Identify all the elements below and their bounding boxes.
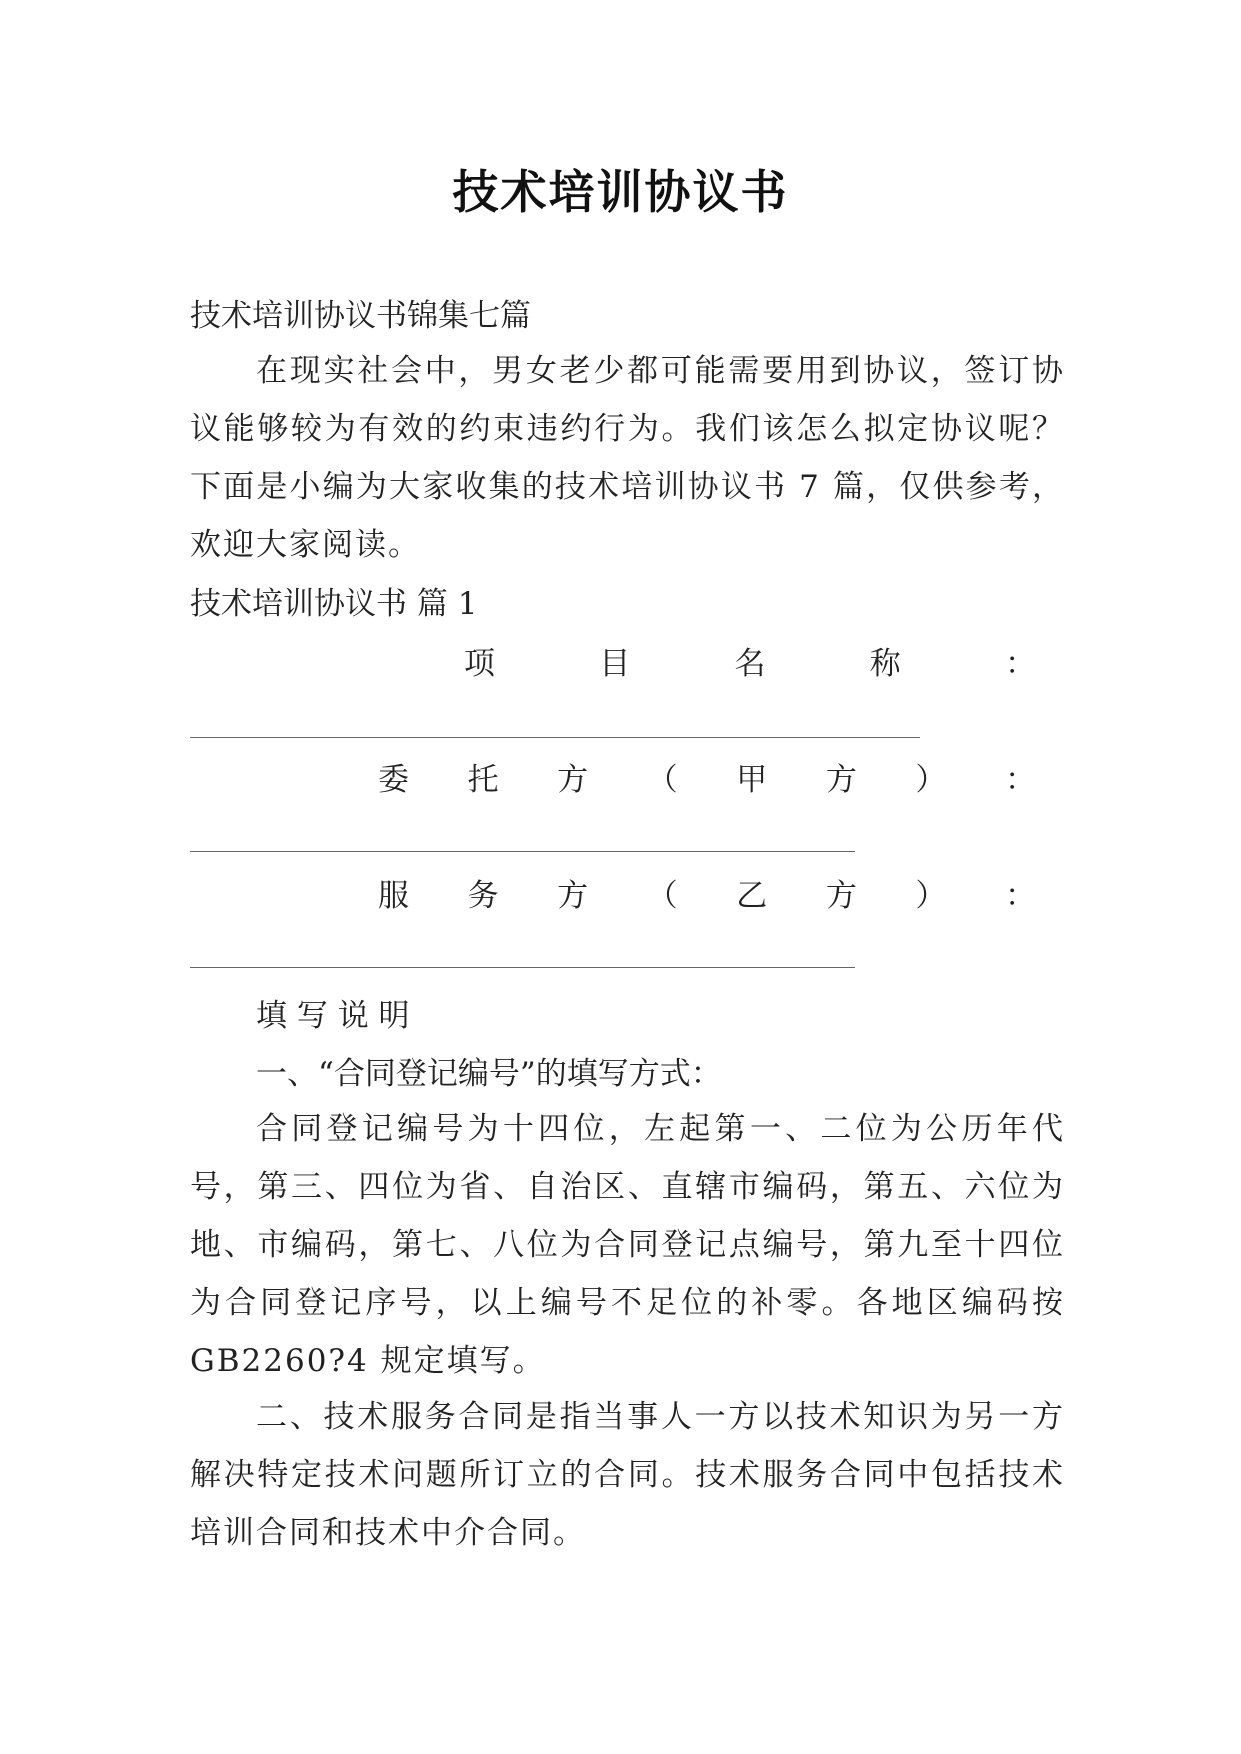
client-char: ： bbox=[1004, 762, 1036, 798]
document-title: 技术培训协议书 bbox=[452, 165, 789, 219]
client-char: 方 bbox=[557, 762, 589, 798]
client-char: （ bbox=[646, 762, 678, 798]
service-char: 乙 bbox=[736, 878, 768, 914]
service-char: 方 bbox=[825, 878, 857, 914]
service-char: 务 bbox=[467, 878, 499, 914]
service-char: ） bbox=[915, 878, 947, 914]
service-char: 服 bbox=[378, 878, 409, 914]
section-heading: 技术培训协议书 篇 1 bbox=[190, 586, 478, 622]
project-name-char: 名 bbox=[734, 646, 766, 682]
client-char: 甲 bbox=[736, 762, 768, 798]
project-name-char: 称 bbox=[869, 646, 901, 682]
document-subtitle: 技术培训协议书锦集七篇 bbox=[190, 298, 531, 334]
client-label bbox=[378, 760, 1036, 800]
item2-paragraph: 二、技术服务合同是指当事人一方以技术知识为另一方解决特定技术问题所订立的合同。技术服务合同中包括技术培训合同和技术中介合同。 bbox=[190, 1399, 1065, 1551]
intro-paragraph: 在现实社会中，男女老少都可能需要用到协议，签订协议能够较为有效的约束违约行为。我们该怎么拟定协议呢？下面是小编为大家收集的技术培训协议书 7 篇，仅供参考，欢迎大家阅读。 bbox=[190, 353, 1065, 563]
client-blank bbox=[190, 851, 855, 852]
project-name-char: ： bbox=[1005, 646, 1036, 682]
project-name-label bbox=[464, 644, 1036, 684]
item1-heading: 一、“合同登记编号”的填写方式： bbox=[256, 1056, 722, 1092]
service-char: 方 bbox=[557, 878, 589, 914]
service-blank bbox=[190, 967, 855, 968]
service-label bbox=[378, 876, 1036, 916]
project-name-char: 项 bbox=[464, 646, 495, 682]
instructions-heading: 填 写 说 明 bbox=[256, 998, 410, 1034]
item1-paragraph: 合同登记编号为十四位，左起第一、二位为公历年代号，第三、四位为省、自治区、直辖市编码，第五、六位为地、市编码，第七、八位为合同登记点编号，第九至十四位为合同登记序号，以上编号不足位的补零。各地区编码按 GB2260?4 规定填写。 bbox=[190, 1111, 1065, 1379]
service-char: （ bbox=[646, 878, 678, 914]
project-name-char: 目 bbox=[599, 646, 631, 682]
project-name-blank bbox=[190, 737, 920, 738]
client-char: 委 bbox=[378, 762, 409, 798]
service-char: ： bbox=[1004, 878, 1036, 914]
client-char: 方 bbox=[825, 762, 857, 798]
client-char: 托 bbox=[467, 762, 499, 798]
client-char: ） bbox=[915, 762, 947, 798]
